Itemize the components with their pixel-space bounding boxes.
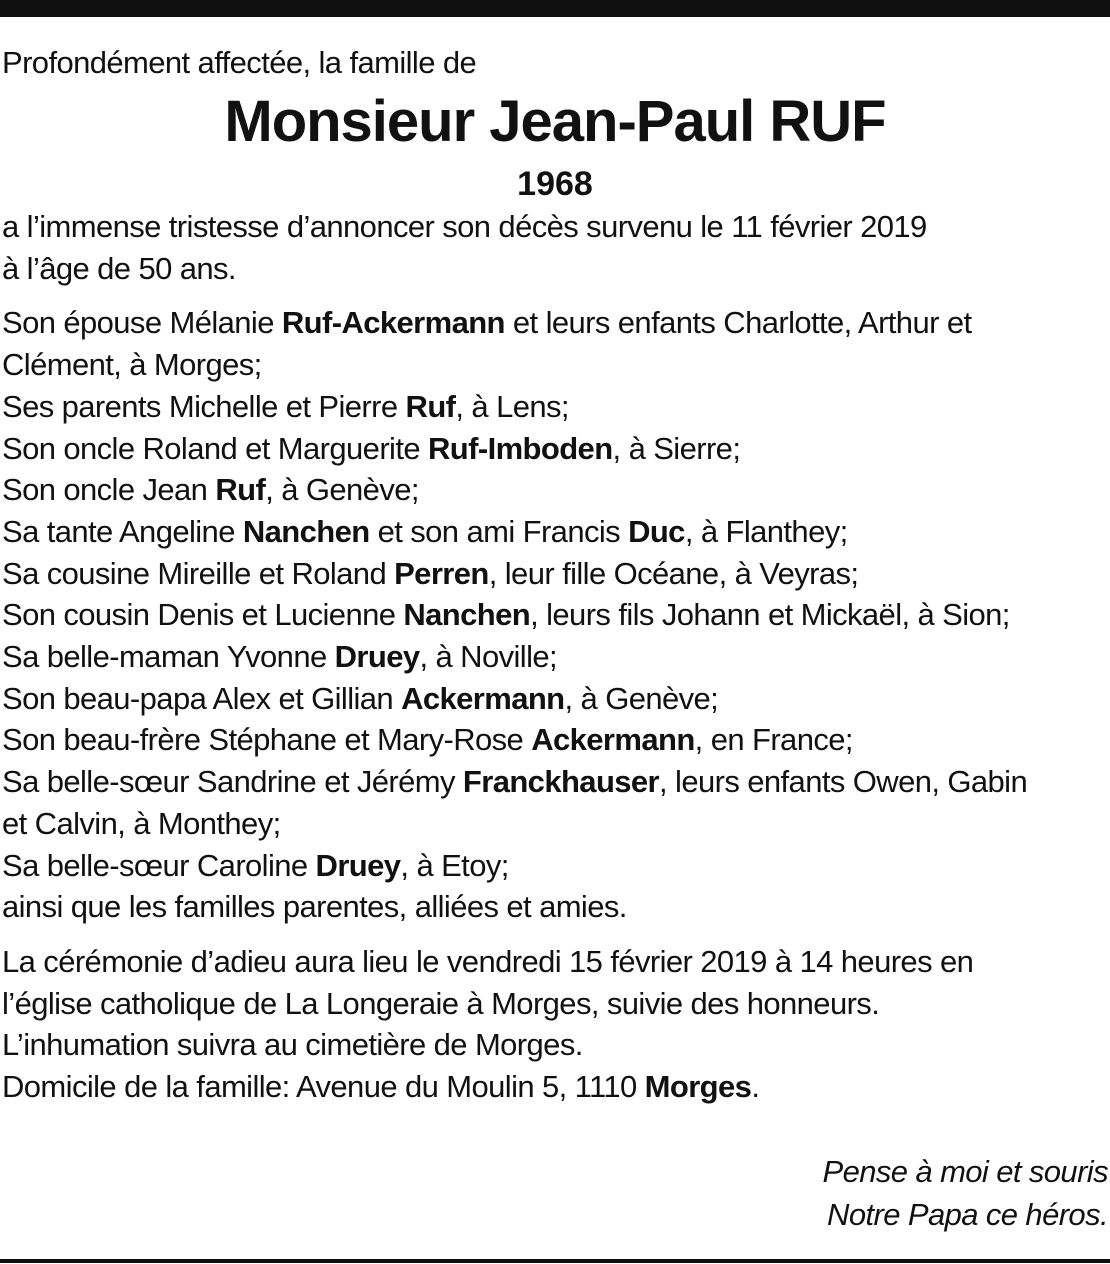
family-line-text: et Calvin, à Monthey; bbox=[2, 805, 281, 841]
family-line bbox=[2, 636, 1108, 678]
ceremony-line-text: Domicile de la famille: Avenue du Moulin 5, 1110 bbox=[2, 1069, 645, 1105]
family-surname: Ruf-Imboden bbox=[428, 430, 613, 466]
family-surname: Duc bbox=[628, 513, 685, 549]
family-line bbox=[2, 469, 1108, 511]
announcement-line: à l’âge de 50 ans. bbox=[2, 250, 236, 286]
family-surname: Ruf bbox=[215, 472, 266, 508]
family-line bbox=[2, 594, 1108, 636]
family-line-text: , leur fille Océane, à Veyras; bbox=[488, 555, 859, 591]
family-line bbox=[2, 761, 1108, 803]
family-line bbox=[2, 845, 1108, 887]
family-line-text: , à Genève; bbox=[564, 680, 719, 716]
family-line bbox=[2, 344, 1108, 386]
family-line bbox=[2, 719, 1108, 761]
birth-year: 1968 bbox=[517, 165, 593, 203]
ceremony-line bbox=[2, 983, 1108, 1025]
family-surname: Ruf bbox=[405, 388, 456, 424]
family-line-text: et leurs enfants Charlotte, Arthur et bbox=[504, 305, 972, 341]
ceremony-line-text: . bbox=[751, 1069, 760, 1105]
quote-line: Notre Papa ce héros. bbox=[827, 1197, 1108, 1232]
family-line-text: Sa cousine Mireille et Roland bbox=[2, 555, 395, 591]
family-line-text: Son épouse Mélanie bbox=[2, 305, 282, 341]
family-line-text: Son cousin Denis et Lucienne bbox=[2, 597, 404, 633]
ceremony-line bbox=[2, 1024, 1108, 1066]
deceased-name: Monsieur Jean-Paul RUF bbox=[224, 89, 886, 154]
family-line-text: Son oncle Roland et Marguerite bbox=[2, 430, 428, 466]
family-line-text: ainsi que les familles parentes, alliées et amies. bbox=[2, 889, 627, 925]
family-line-text: , à Etoy; bbox=[400, 847, 509, 883]
closing-quote bbox=[823, 1150, 1109, 1236]
family-surname: Ruf-Ackermann bbox=[281, 305, 505, 341]
family-line-text: , leurs fils Johann et Mickaël, à Sion; bbox=[530, 597, 1010, 633]
family-surname: Perren bbox=[394, 555, 489, 591]
family-line-text: , à Sierre; bbox=[612, 430, 741, 466]
intro-line: Profondément affectée, la famille de bbox=[2, 45, 477, 80]
obituary-notice bbox=[2, 40, 1108, 1108]
family-line-text: Sa belle-maman Yvonne bbox=[2, 639, 335, 675]
ceremony-line bbox=[2, 941, 1108, 983]
family-line bbox=[2, 302, 1108, 344]
family-list bbox=[2, 302, 1108, 928]
family-line bbox=[2, 803, 1108, 845]
family-line-text: Sa belle-sœur Sandrine et Jérémy bbox=[2, 764, 463, 800]
announcement-line: a l’immense tristesse d’annoncer son décès survenu le 11 février 2019 bbox=[2, 209, 927, 244]
family-surname: Ackermann bbox=[401, 680, 565, 716]
ceremony-line-text: L’inhumation suivra au cimetière de Morges. bbox=[2, 1027, 583, 1063]
family-surname: Druey bbox=[315, 847, 401, 883]
family-line bbox=[2, 553, 1108, 595]
family-line-text: Son beau-papa Alex et Gillian bbox=[2, 680, 402, 716]
family-surname: Ackermann bbox=[531, 722, 695, 758]
ceremony-line-text: La cérémonie d’adieu aura lieu le vendredi 15 février 2019 à 14 heures en bbox=[2, 943, 974, 979]
quote-line: Pense à moi et souris bbox=[822, 1154, 1108, 1189]
family-line-text: , à Lens; bbox=[455, 388, 569, 424]
family-line-text: , à Genève; bbox=[265, 472, 419, 508]
announcement-paragraph bbox=[2, 206, 1108, 289]
ceremony-line bbox=[2, 1066, 1108, 1108]
family-line-text: Son beau-frère Stéphane et Mary-Rose bbox=[2, 722, 532, 758]
family-line-text: , leurs enfants Owen, Gabin bbox=[659, 764, 1028, 800]
bottom-rule bbox=[0, 1259, 1110, 1263]
family-line bbox=[2, 428, 1108, 470]
family-surname: Nanchen bbox=[242, 513, 370, 549]
family-line-text: Clément, à Morges; bbox=[2, 347, 262, 383]
family-line-text: Sa belle-sœur Caroline bbox=[2, 847, 316, 883]
family-line-text: , à Noville; bbox=[419, 639, 558, 675]
ceremony-place: Morges bbox=[644, 1069, 752, 1105]
family-surname: Nanchen bbox=[403, 597, 531, 633]
ceremony-paragraph bbox=[2, 941, 1108, 1108]
top-rule bbox=[0, 0, 1110, 17]
family-line-text: Sa tante Angeline bbox=[2, 513, 243, 549]
family-line-text: et son ami Francis bbox=[369, 513, 629, 549]
family-line bbox=[2, 678, 1108, 720]
family-surname: Druey bbox=[334, 639, 420, 675]
ceremony-line-text: l’église catholique de La Longeraie à Morges, suivie des honneurs. bbox=[2, 985, 880, 1021]
family-line-text: , à Flanthey; bbox=[684, 513, 848, 549]
family-line-text: , en France; bbox=[694, 722, 853, 758]
family-line-text: Ses parents Michelle et Pierre bbox=[2, 388, 406, 424]
family-line bbox=[2, 386, 1108, 428]
family-line-text: Son oncle Jean bbox=[2, 472, 216, 508]
family-line bbox=[2, 511, 1108, 553]
family-line bbox=[2, 886, 1108, 928]
family-surname: Franckhauser bbox=[462, 764, 660, 800]
